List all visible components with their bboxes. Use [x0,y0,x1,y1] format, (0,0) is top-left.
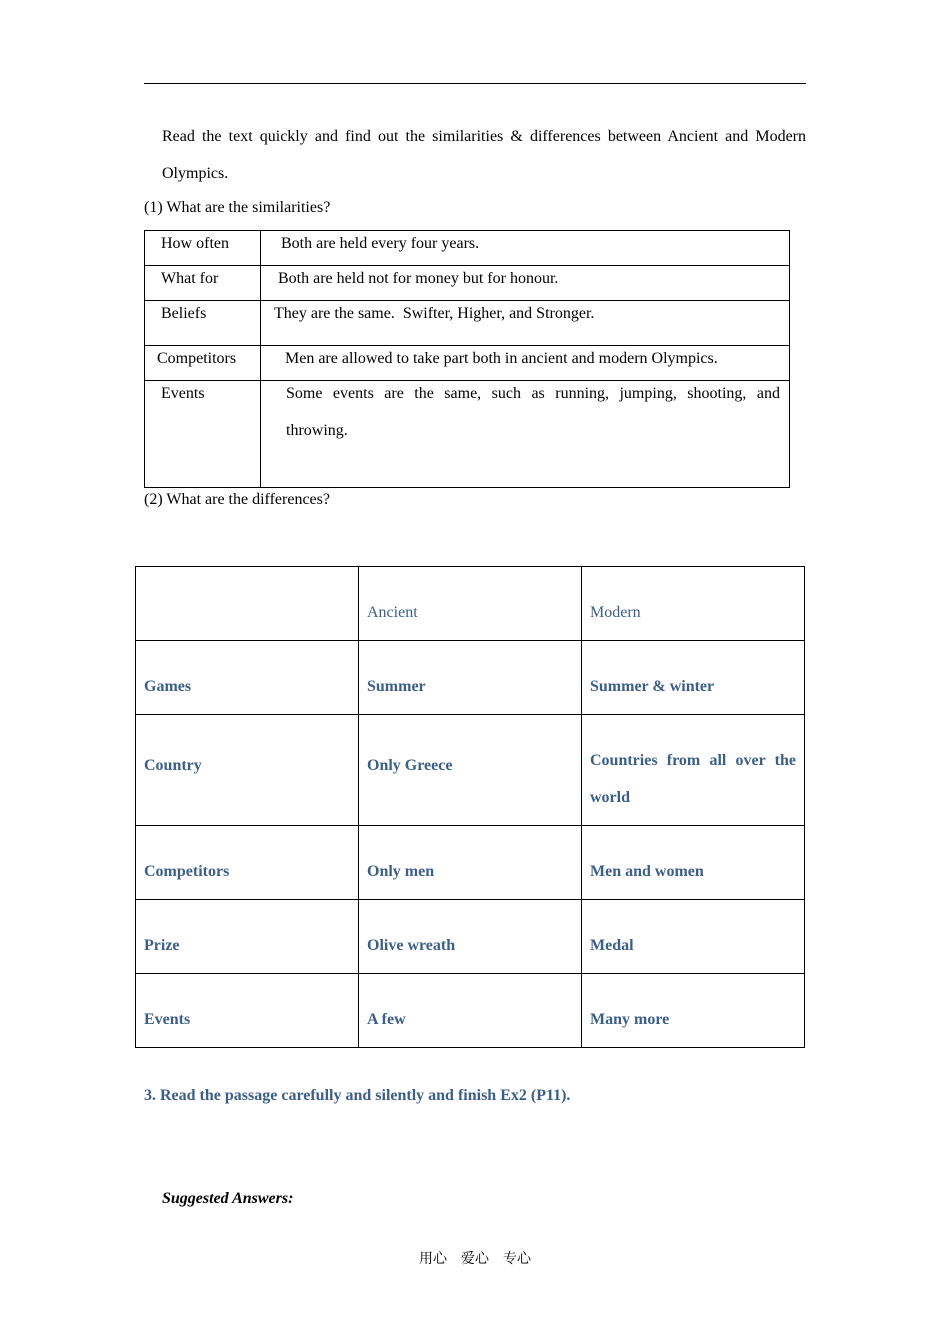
diff-cell: Competitors [136,826,359,900]
sim-value: Some events are the same, such as running, jumping, shooting, and throwing. [286,385,780,439]
sim-value: Men are allowed to take part both in ancient and modern Olympics. [285,350,718,367]
diff-cell: Summer [359,641,582,715]
sim-value-cell [261,381,790,488]
differences-table [135,566,805,1048]
diff-cell: Games [136,641,359,715]
question-similarities: (1) What are the similarities? [144,199,331,216]
sim-value-cell [261,301,790,346]
sim-key-cell [145,301,261,346]
diff-cell: Countries from all over the world [582,715,805,826]
sim-key: Beliefs [161,305,207,322]
table-row [145,381,790,488]
sim-key: What for [161,270,219,287]
page-footer: 用心 爱心 专心 [419,1252,531,1267]
table-row [136,641,805,715]
table-row [136,567,805,641]
diff-cell: Prize [136,900,359,974]
table-row [136,715,805,826]
diff-cell: Summer & winter [582,641,805,715]
table-row [145,301,790,346]
sim-key: How often [161,235,229,252]
sim-value: Both are held every four years. [281,235,480,252]
diff-cell: Many more [582,974,805,1048]
diff-cell: Only Greece [359,715,582,826]
diff-cell: Only men [359,826,582,900]
diff-header-cell: Ancient [359,567,582,641]
sim-key: Competitors [157,350,237,367]
diff-cell: Olive wreath [359,900,582,974]
sim-value: Both are held not for money but for honour. [278,270,559,287]
diff-header-cell [136,567,359,641]
sim-value: They are the same. Swifter, Higher, and Stronger. [274,305,595,322]
diff-cell: A few [359,974,582,1048]
diff-header-cell: Modern [582,567,805,641]
table-row [136,900,805,974]
question-differences: (2) What are the differences? [144,491,330,508]
intro-text: Read the text quickly and find out the similarities & differences between Ancient and Modern Olympics. [162,128,806,182]
sim-key-cell [145,381,261,488]
diff-cell: Country [136,715,359,826]
similarities-table [144,230,790,488]
table-row [136,826,805,900]
table-row [136,974,805,1048]
diff-cell: Men and women [582,826,805,900]
diff-cell: Events [136,974,359,1048]
diff-cell: Medal [582,900,805,974]
task-3-instruction: 3. Read the passage carefully and silently and finish Ex2 (P11). [144,1087,571,1104]
header-rule [144,83,806,84]
suggested-answers-heading: Suggested Answers: [162,1190,294,1207]
sim-key: Events [161,385,205,402]
